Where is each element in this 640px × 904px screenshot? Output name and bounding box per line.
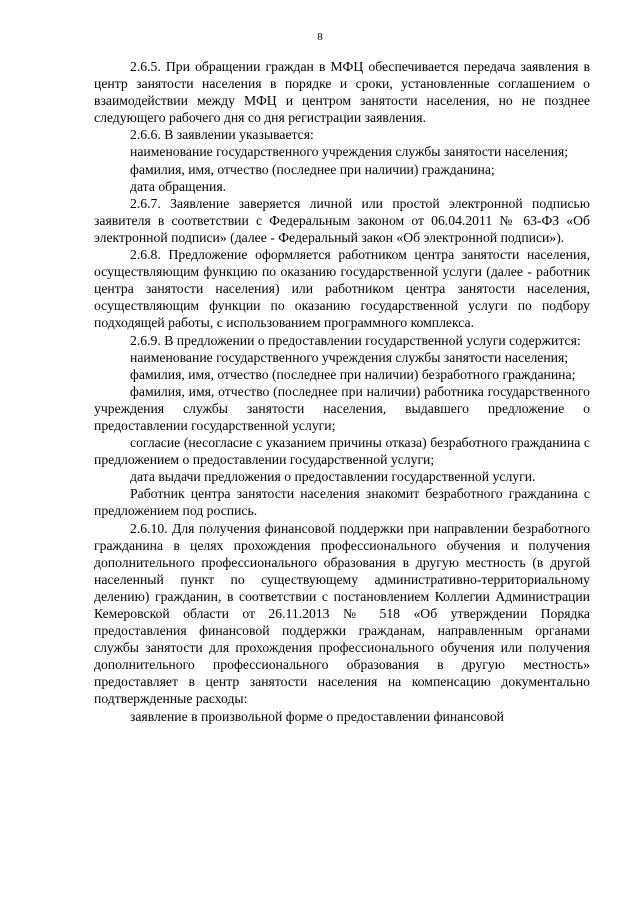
list-item: дата выдачи предложения о предоставлении государственной услуги.	[130, 469, 536, 485]
document-body	[94, 58, 590, 725]
list-item: заявление в произвольной форме о предоставлении финансовой	[130, 708, 505, 724]
list-item: согласие (несогласие с указанием причины отказа) безработного гражданина с предложением о предоставлении государственной услуги;	[94, 435, 590, 468]
list-item: наименование государственного учреждения службы занятости населения;	[130, 144, 569, 160]
list-item: наименование государственного учреждения службы занятости населения;	[130, 349, 569, 365]
paragraph-2-6-8: 2.6.8. Предложение оформляется работником центра занятости населения, осуществляющим функцию по оказанию государственной услуги (далее - работник центра занятости населения) или работником центра занятости населения, осуществляющим функции по оказанию государственной услуги по подбору подходящей работы, с использованием программного комплекса.	[94, 247, 590, 331]
paragraph-2-6-6: 2.6.6. В заявлении указывается:	[130, 127, 314, 143]
list-item: дата обращения.	[130, 178, 227, 194]
list-item: фамилия, имя, отчество (последнее при наличии) безработного гражданина;	[130, 366, 576, 382]
list-item: фамилия, имя, отчество (последнее при наличии) работника государственного учреждения службы занятости населения, выдавшего предложение о предоставлении государственной услуги;	[94, 383, 590, 433]
page-number: 8	[317, 31, 323, 43]
paragraph-2-6-7: 2.6.7. Заявление заверяется личной или простой электронной подписью заявителя в соответствии с Федеральным законом от 06.04.2011 № 63-ФЗ «Об электронной подписи» (далее - Федеральный закон «Об электронной подписи»).	[94, 195, 590, 245]
paragraph-2-6-5: 2.6.5. При обращении граждан в МФЦ обеспечивается передача заявления в центр занятости населения в порядке и сроки, установленные соглашением о взаимодействии между МФЦ и центром занятости населения, но не позднее следующего рабочего дня со дня регистрации заявления.	[94, 59, 590, 126]
paragraph-2-6-9: 2.6.9. В предложении о предоставлении государственной услуги содержится:	[130, 332, 581, 348]
paragraph-2-6-10: 2.6.10. Для получения финансовой поддержки при направлении безработного гражданина в целях прохождения профессионального обучения и получения дополнительного профессионального образования в другую местность (в другой населенный пункт по существующему административно-территориальному делению) гражданин, в соответствии с постановлением Коллегии Администрации Кемеровской области от 26.11.2013 № 518 «Об утверждении Порядка предоставления финансовой поддержки гражданам, направленным органами службы занятости для прохождения профессионального обучения или получения дополнительного профессионального образования в другую местность» предоставляет в центр занятости населения на компенсацию документально подтвержденные расходы:	[94, 520, 590, 707]
list-item: фамилия, имя, отчество (последнее при наличии) гражданина;	[130, 161, 495, 177]
paragraph-acknowledgement: Работник центра занятости населения знакомит безработного гражданина с предложением под роспись.	[94, 486, 590, 519]
